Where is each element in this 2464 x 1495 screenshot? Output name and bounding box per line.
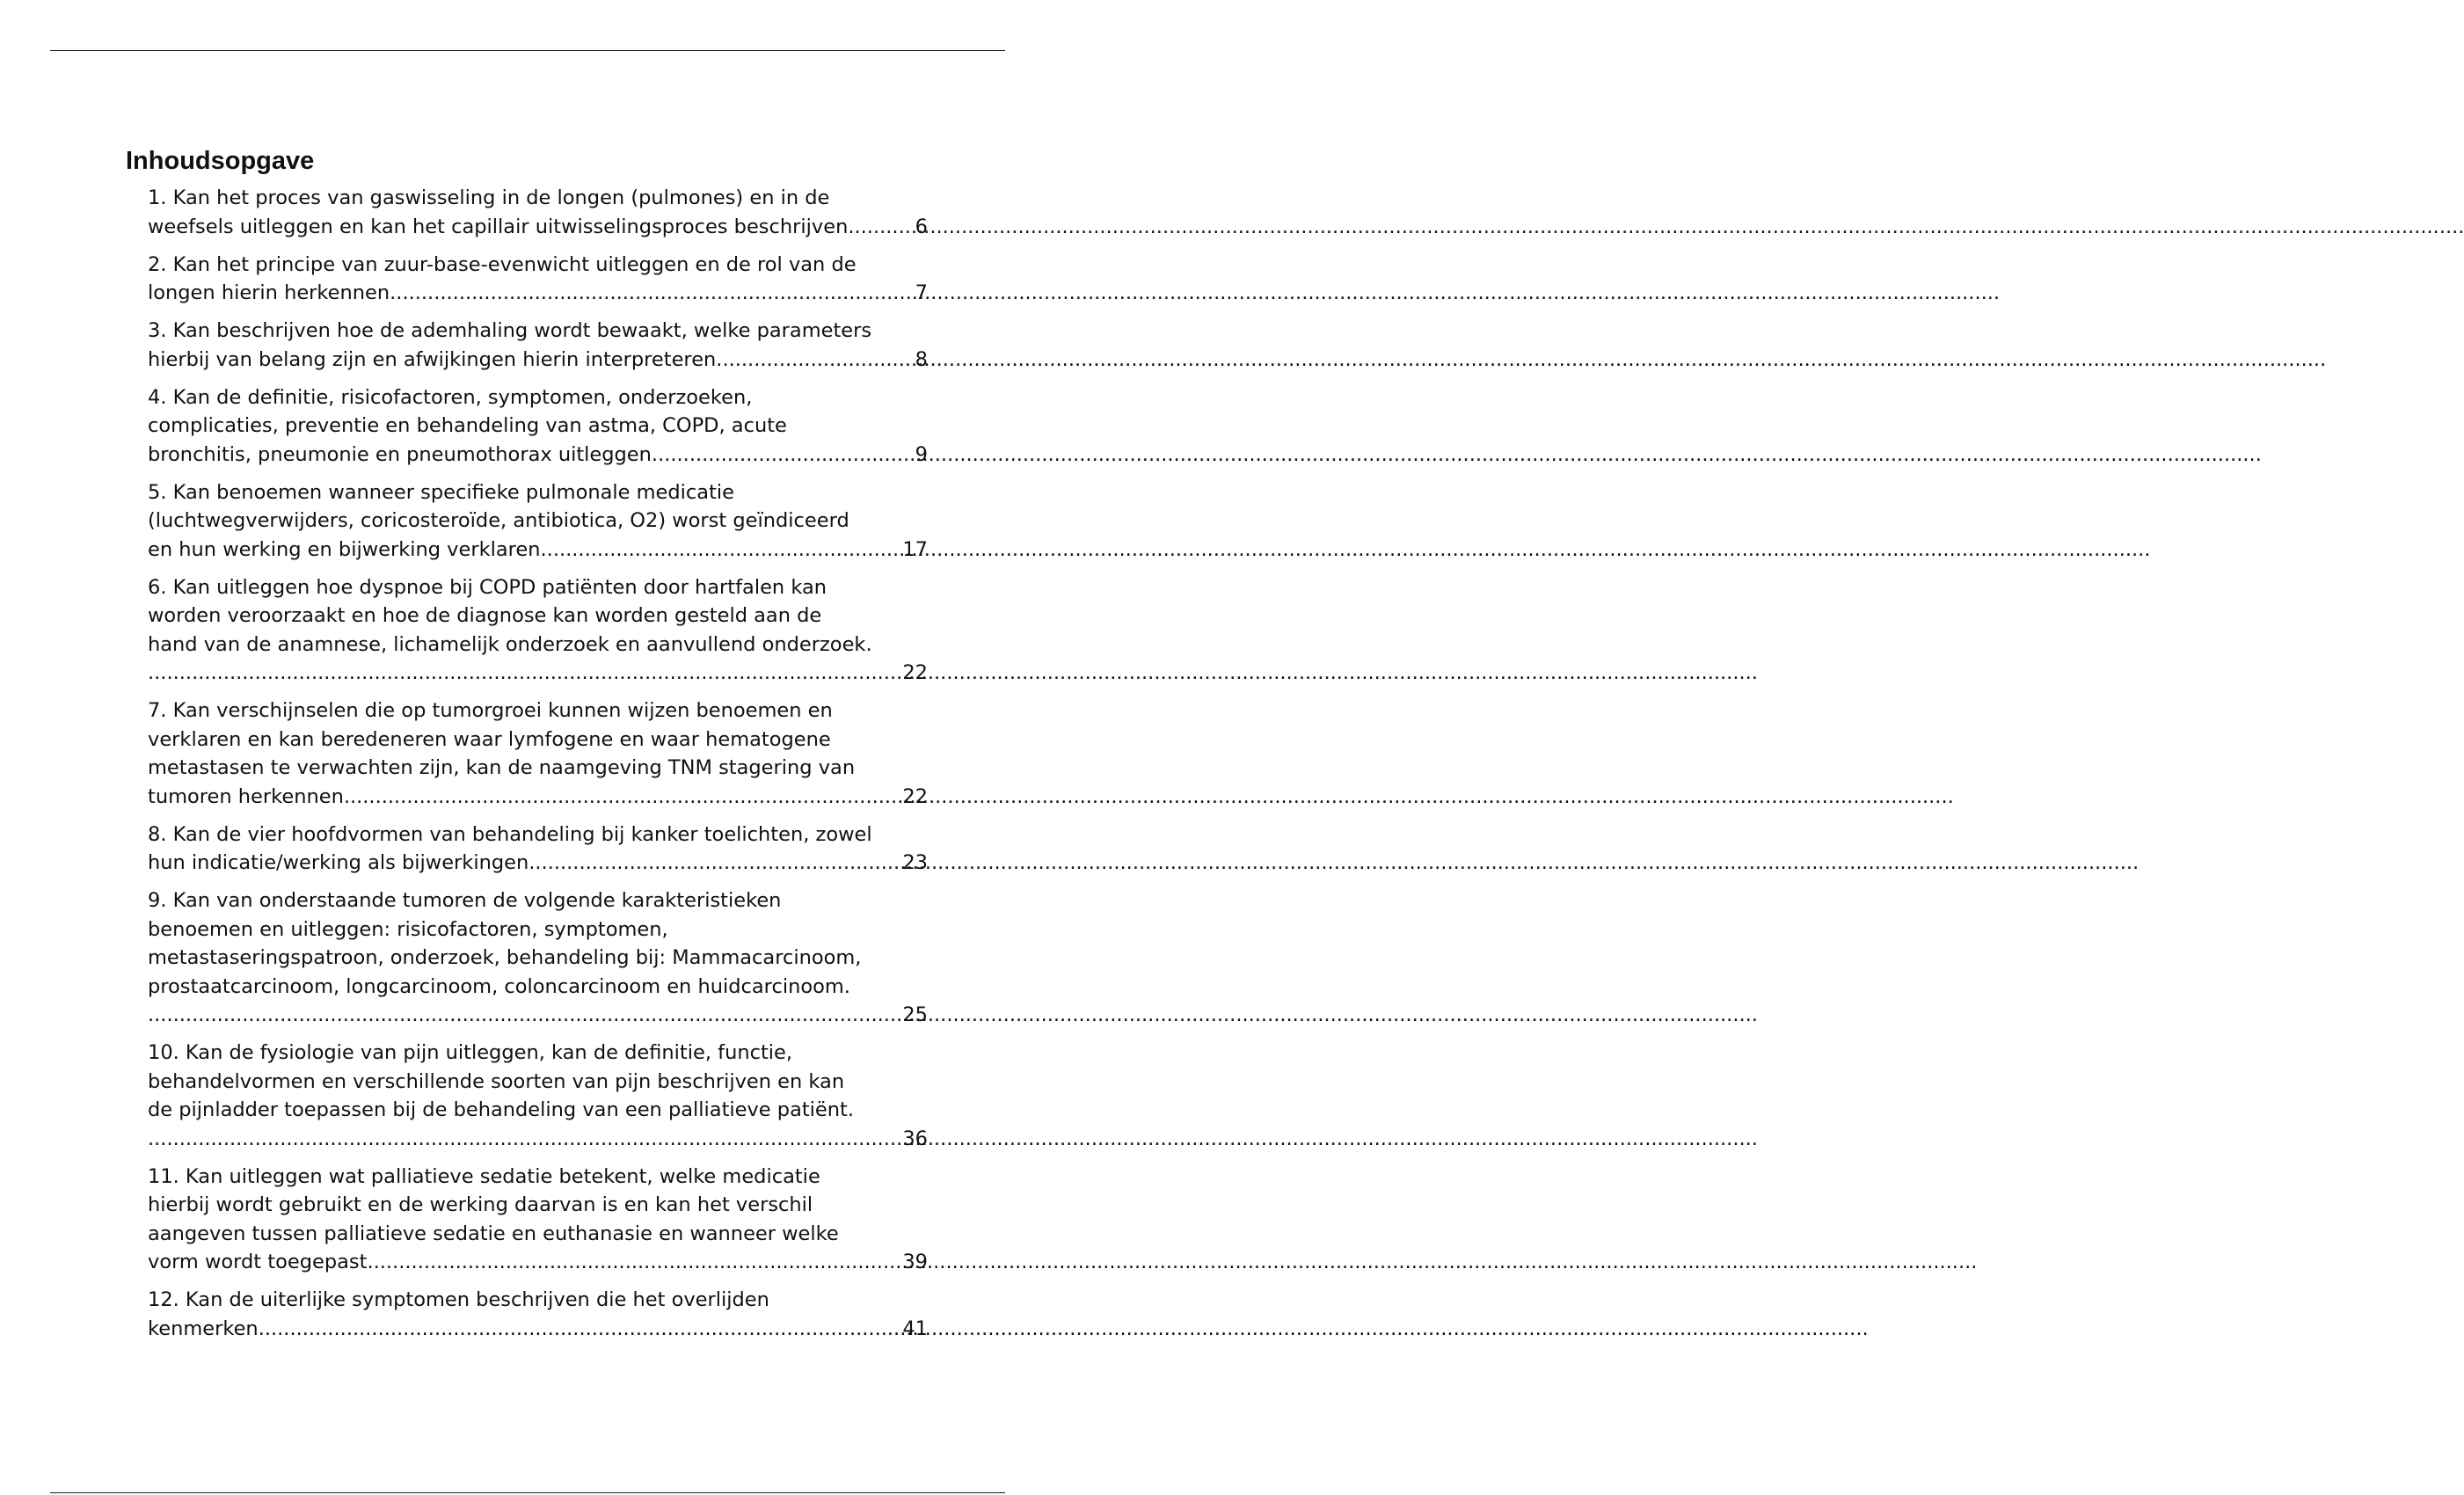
- toc-dot-leader: [148, 659, 902, 688]
- toc-entry-text: 3. Kan beschrijven hoe de ademhaling wordt bewaakt, welke parameters: [148, 319, 872, 342]
- toc-entry-last-line: [148, 536, 928, 565]
- toc-entry-line: [148, 317, 928, 346]
- toc-entry-last-line: [148, 849, 928, 878]
- toc-entry-text: longen hierin herkennen: [148, 281, 390, 304]
- table-of-contents: [126, 145, 935, 1353]
- toc-entry-line: [148, 754, 928, 783]
- toc-entry-line: [148, 1039, 928, 1068]
- toc-entry-text: verklaren en kan beredeneren waar lymfogene en waar hematogene: [148, 727, 831, 751]
- toc-entry[interactable]: [148, 251, 928, 308]
- toc-page-number: 23: [902, 851, 928, 874]
- toc-entry-body: [148, 573, 928, 688]
- toc-entry-line: [148, 1068, 928, 1097]
- toc-entry-text: 12. Kan de uiterlijke symptomen beschrijven die het overlijden: [148, 1288, 769, 1311]
- toc-entry-text: en hun werking en bijwerking verklaren: [148, 537, 541, 561]
- toc-entry-last-line: [148, 1001, 928, 1030]
- toc-entry-line: [148, 602, 928, 631]
- toc-entry-last-line: [148, 279, 928, 308]
- toc-title: Inhoudsopgave: [126, 147, 315, 175]
- toc-entry-body: [148, 820, 928, 878]
- toc-entry-text: 9. Kan van onderstaande tumoren de volgende karakteristieken: [148, 889, 782, 912]
- toc-entry-text: 7. Kan verschijnselen die op tumorgroei kunnen wijzen benoemen en: [148, 699, 833, 722]
- toc-dot-leader: [148, 1001, 902, 1030]
- toc-entry-body: [148, 1039, 928, 1153]
- toc-page-number: 39: [902, 1251, 928, 1273]
- toc-entry[interactable]: [148, 573, 928, 688]
- toc-entry-line: [148, 631, 928, 660]
- toc-entry-line: [148, 820, 928, 850]
- toc-dot-leader: [652, 441, 915, 470]
- toc-entry[interactable]: [148, 1039, 928, 1153]
- toc-entry-text: worden veroorzaakt en hoe de diagnose kan worden gesteld aan de: [148, 604, 822, 627]
- toc-dot-leader: [148, 1125, 902, 1154]
- toc-entry-line: [148, 383, 928, 412]
- toc-entry-text: benoemen en uitleggen: risicofactoren, symptomen,: [148, 917, 668, 941]
- toc-entry-text: hand van de anamnese, lichamelijk onderzoek en aanvullend onderzoek.: [148, 632, 872, 656]
- toc-dot-leader: [541, 536, 903, 565]
- toc-entry-last-line: [148, 1125, 928, 1154]
- toc-entry-line: [148, 412, 928, 441]
- toc-entry[interactable]: [148, 317, 928, 374]
- toc-entry-body: [148, 1163, 928, 1277]
- toc-entry-text: 6. Kan uitleggen hoe dyspnoe bij COPD patiënten door hartfalen kan: [148, 575, 827, 599]
- toc-entry-text: complicaties, preventie en behandeling van astma, COPD, acute: [148, 414, 787, 437]
- toc-page-number: 9: [915, 442, 928, 466]
- toc-entry-last-line: [148, 213, 928, 242]
- toc-list: [126, 184, 935, 1343]
- toc-entry-line: [148, 696, 928, 726]
- toc-entry-body: [148, 886, 928, 1030]
- toc-entry-line: [148, 1163, 928, 1192]
- toc-entry[interactable]: [148, 478, 928, 565]
- toc-entry-text: 5. Kan benoemen wanneer specifieke pulmonale medicatie: [148, 480, 734, 504]
- toc-entry-line: [148, 1220, 928, 1249]
- toc-entry-text: prostaatcarcinoom, longcarcinoom, coloncarcinoom en huidcarcinoom.: [148, 974, 850, 998]
- toc-entry-last-line: [148, 441, 928, 470]
- toc-entry-line: [148, 507, 928, 536]
- toc-entry-text: tumoren herkennen: [148, 784, 344, 808]
- toc-dot-leader: [367, 1248, 902, 1277]
- toc-entry-body: [148, 251, 928, 308]
- toc-entry-text: 1. Kan het proces van gaswisseling in de longen (pulmones) en in de: [148, 186, 830, 209]
- toc-entry-text: 8. Kan de vier hoofdvormen van behandeling bij kanker toelichten, zowel: [148, 822, 872, 846]
- toc-entry-text: hierbij wordt gebruikt en de werking daarvan is en kan het verschil: [148, 1193, 813, 1216]
- toc-dot-leader: [259, 1315, 903, 1344]
- toc-dot-leader: [716, 346, 915, 375]
- toc-page-number: 17: [902, 537, 928, 561]
- toc-entry-text: aangeven tussen palliatieve sedatie en euthanasie en wanneer welke: [148, 1222, 839, 1245]
- toc-entry-text: 4. Kan de definitie, risicofactoren, symptomen, onderzoeken,: [148, 385, 753, 409]
- toc-entry-line: [148, 478, 928, 507]
- toc-entry-body: [148, 1286, 928, 1343]
- toc-entry-last-line: [148, 1315, 928, 1344]
- toc-entry-last-line: [148, 783, 928, 812]
- toc-entry-line: [148, 944, 928, 973]
- toc-entry-text: metastaseringspatroon, onderzoek, behandeling bij: Mammacarcinoom,: [148, 946, 862, 969]
- toc-entry-text: (luchtwegverwijders, coricosteroïde, antibiotica, O2) worst geïndiceerd: [148, 509, 849, 532]
- toc-entry-text: weefsels uitleggen en kan het capillair uitwisselingsproces beschrijven.: [148, 215, 855, 238]
- toc-entry[interactable]: [148, 1286, 928, 1343]
- toc-entry[interactable]: [148, 383, 928, 470]
- toc-entry-text: 10. Kan de fysiologie van pijn uitleggen, kan de definitie, functie,: [148, 1041, 793, 1064]
- toc-entry-last-line: [148, 1248, 928, 1277]
- toc-entry-text: kenmerken: [148, 1316, 259, 1340]
- toc-entry-last-line: [148, 659, 928, 688]
- toc-dot-leader: [529, 849, 902, 878]
- toc-entry-text: 11. Kan uitleggen wat palliatieve sedatie betekent, welke medicatie: [148, 1164, 820, 1188]
- toc-entry-body: [148, 478, 928, 565]
- toc-entry-text: bronchitis, pneumonie en pneumothorax uitleggen: [148, 442, 652, 466]
- toc-entry-line: [148, 251, 928, 280]
- toc-entry-text: de pijnladder toepassen bij de behandeling van een palliatieve patiënt.: [148, 1098, 855, 1121]
- toc-entry[interactable]: [148, 1163, 928, 1277]
- toc-dot-leader: [390, 279, 915, 308]
- toc-entry-body: [148, 696, 928, 811]
- toc-entry-text: vorm wordt toegepast: [148, 1251, 368, 1273]
- toc-page-number: 6: [915, 215, 928, 238]
- toc-entry-line: [148, 886, 928, 915]
- toc-entry-text: 2. Kan het principe van zuur-base-evenwicht uitleggen en de rol van de: [148, 252, 857, 276]
- toc-entry-last-line: [148, 346, 928, 375]
- toc-entry-text: behandelvormen en verschillende soorten van pijn beschrijven en kan: [148, 1069, 845, 1093]
- toc-entry-body: [148, 383, 928, 470]
- toc-entry-text: hun indicatie/werking als bijwerkingen: [148, 851, 529, 874]
- toc-page-number: 41: [902, 1316, 928, 1340]
- toc-entry[interactable]: [148, 886, 928, 1030]
- toc-entry-line: [148, 573, 928, 602]
- toc-entry[interactable]: [148, 696, 928, 811]
- toc-entry-line: [148, 726, 928, 755]
- toc-dot-leader: [344, 783, 903, 812]
- header-rule: [50, 50, 1005, 51]
- toc-entry-line: [148, 184, 928, 213]
- toc-entry-line: [148, 915, 928, 944]
- toc-dot-leader: [855, 213, 915, 242]
- footer-rule: [50, 1492, 1005, 1493]
- toc-page-number: 7: [915, 281, 928, 304]
- toc-entry-line: [148, 1191, 928, 1220]
- toc-entry-line: [148, 973, 928, 1002]
- toc-entry-text: hierbij van belang zijn en afwijkingen hierin interpreteren: [148, 347, 717, 371]
- toc-page-number: 22: [902, 784, 928, 808]
- toc-entry-body: [148, 317, 928, 374]
- toc-entry[interactable]: [148, 820, 928, 878]
- toc-entry-text: metastasen te verwachten zijn, kan de naamgeving TNM stagering van: [148, 756, 856, 779]
- toc-page-number: 22: [902, 661, 928, 684]
- toc-entry[interactable]: [148, 184, 928, 241]
- toc-entry-line: [148, 1286, 928, 1315]
- toc-entry-body: [148, 184, 928, 241]
- toc-entry-line: [148, 1096, 928, 1125]
- toc-page-number: 8: [915, 347, 928, 371]
- toc-page-number: 25: [902, 1003, 928, 1026]
- toc-page-number: 36: [902, 1127, 928, 1150]
